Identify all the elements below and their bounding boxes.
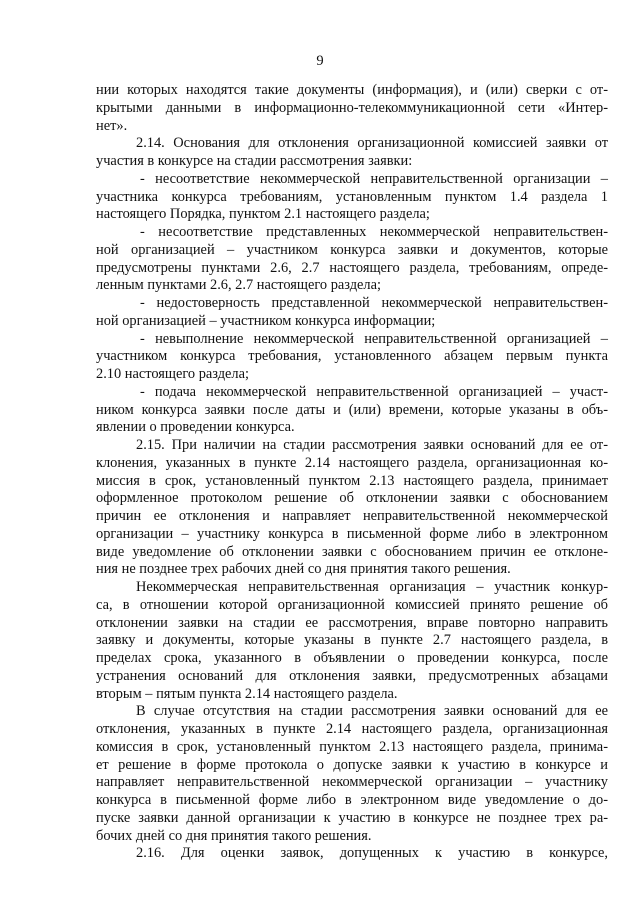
text-line: В случае отсутствия на стадии рассмотрения заявки оснований для ее (136, 703, 608, 720)
text-line: Некоммерческая неправительственная организация – участник конкур- (136, 579, 608, 595)
text-line: виде уведомление об отклонении заявки с обоснованием причин ее отклоне- (96, 543, 608, 560)
text-line: участником конкурса требования, установленного абзацем первым пункта (96, 348, 608, 365)
text-line: конкурса в письменной форме либо в электронном виде уведомление о до- (96, 792, 608, 808)
text-line: - несоответствие некоммерческой неправительственной организации – (140, 170, 608, 187)
text-line: отклонении заявки на стадии ее рассмотрения, вправе повторно направить (96, 614, 608, 631)
text-line: ником конкурса заявки после даты и (или) времени, которые указаны в объ- (96, 401, 608, 418)
text-line: 2.14. Основания для отклонения организационной комиссией заявки от (136, 135, 608, 152)
text-line: клонения, указанных в пункте 2.14 настоящего раздела, организационная ко- (96, 454, 608, 471)
text-line: пуске заявки данной организации к участию в конкурсе не позднее трех ра- (96, 809, 608, 826)
text-line: - невыполнение некоммерческой неправительственной организацией – (140, 330, 608, 347)
document-body (96, 82, 608, 863)
text-line: участника конкурса требованиям, установленным пунктом 1.4 раздела 1 (96, 188, 608, 205)
text-line: - недостоверность представленной некоммерческой неправительствен- (140, 295, 608, 311)
text-line: - несоответствие представленных некоммерческой неправительствен- (140, 224, 608, 240)
text-line: организации – участнику конкурса в письменной форме либо в электронном (96, 525, 608, 542)
text-line: бочих дней со дня принятия такого решения. (96, 827, 372, 844)
text-line: 2.16. Для оценки заявок, допущенных к участию в конкурсе, (136, 845, 608, 862)
text-line: ет решение в форме протокола о допуске заявки к участию в конкурсе и (96, 756, 608, 773)
text-line: предусмотрены пунктами 2.6, 2.7 настоящего раздела, требованиям, опреде- (96, 259, 608, 276)
text-line: ной организацией – участником конкурса информации; (96, 312, 436, 329)
text-line: пределах срока, указанного в объявлении о проведении конкурса, после (96, 650, 608, 666)
text-line: нет». (96, 117, 128, 134)
text-line: оформленное протоколом решение об отклонении заявки с обоснованием (96, 490, 608, 507)
page-number: 9 (316, 53, 324, 69)
text-line: нии которых находятся такие документы (информация), и (или) сверки с от- (96, 82, 608, 98)
text-line: - подача некоммерческой неправительственной организацией – участ- (140, 383, 608, 400)
text-line: са, в отношении которой организационной комиссией принято решение об (96, 596, 608, 613)
text-line: крытыми данными в информационно-телекоммуникационной сети «Интер- (96, 99, 608, 116)
text-line: заявку и документы, которые указаны в пункте 2.7 настоящего раздела, в (96, 632, 608, 649)
text-line: настоящего Порядка, пунктом 2.1 настоящего раздела; (96, 206, 430, 223)
text-line: 2.10 настоящего раздела; (96, 366, 249, 382)
text-line: участия в конкурсе на стадии рассмотрения заявки: (96, 153, 413, 169)
text-line: ния не позднее трех рабочих дней со дня принятия такого решения. (96, 561, 511, 578)
text-line: ленным пунктами 2.6, 2.7 настоящего раздела; (96, 277, 381, 294)
text-line: отклонения, указанных в пункте 2.14 настоящего раздела, организационная (96, 721, 608, 737)
text-line: ной организацией – участником конкурса заявки и документов, которые (96, 241, 608, 258)
text-line: причин ее отклонения и направляет неправительственной некоммерческой (96, 508, 608, 524)
text-line: направляет неправительственной некоммерческой организации – участнику (96, 774, 608, 791)
text-line: устранения оснований для отклонения заявки, предусмотренных абзацами (96, 667, 608, 684)
text-line: комиссия в срок, установленный пунктом 2.13 настоящего раздела, принима- (96, 738, 608, 755)
text-line: явлении о проведении конкурса. (96, 419, 295, 436)
text-line: 2.15. При наличии на стадии рассмотрения заявки оснований для ее от- (136, 437, 608, 453)
text-line: вторым – пятым пункта 2.14 настоящего раздела. (96, 685, 398, 702)
text-line: миссия в срок, установленный пунктом 2.13 настоящего раздела, принимает (96, 472, 608, 489)
